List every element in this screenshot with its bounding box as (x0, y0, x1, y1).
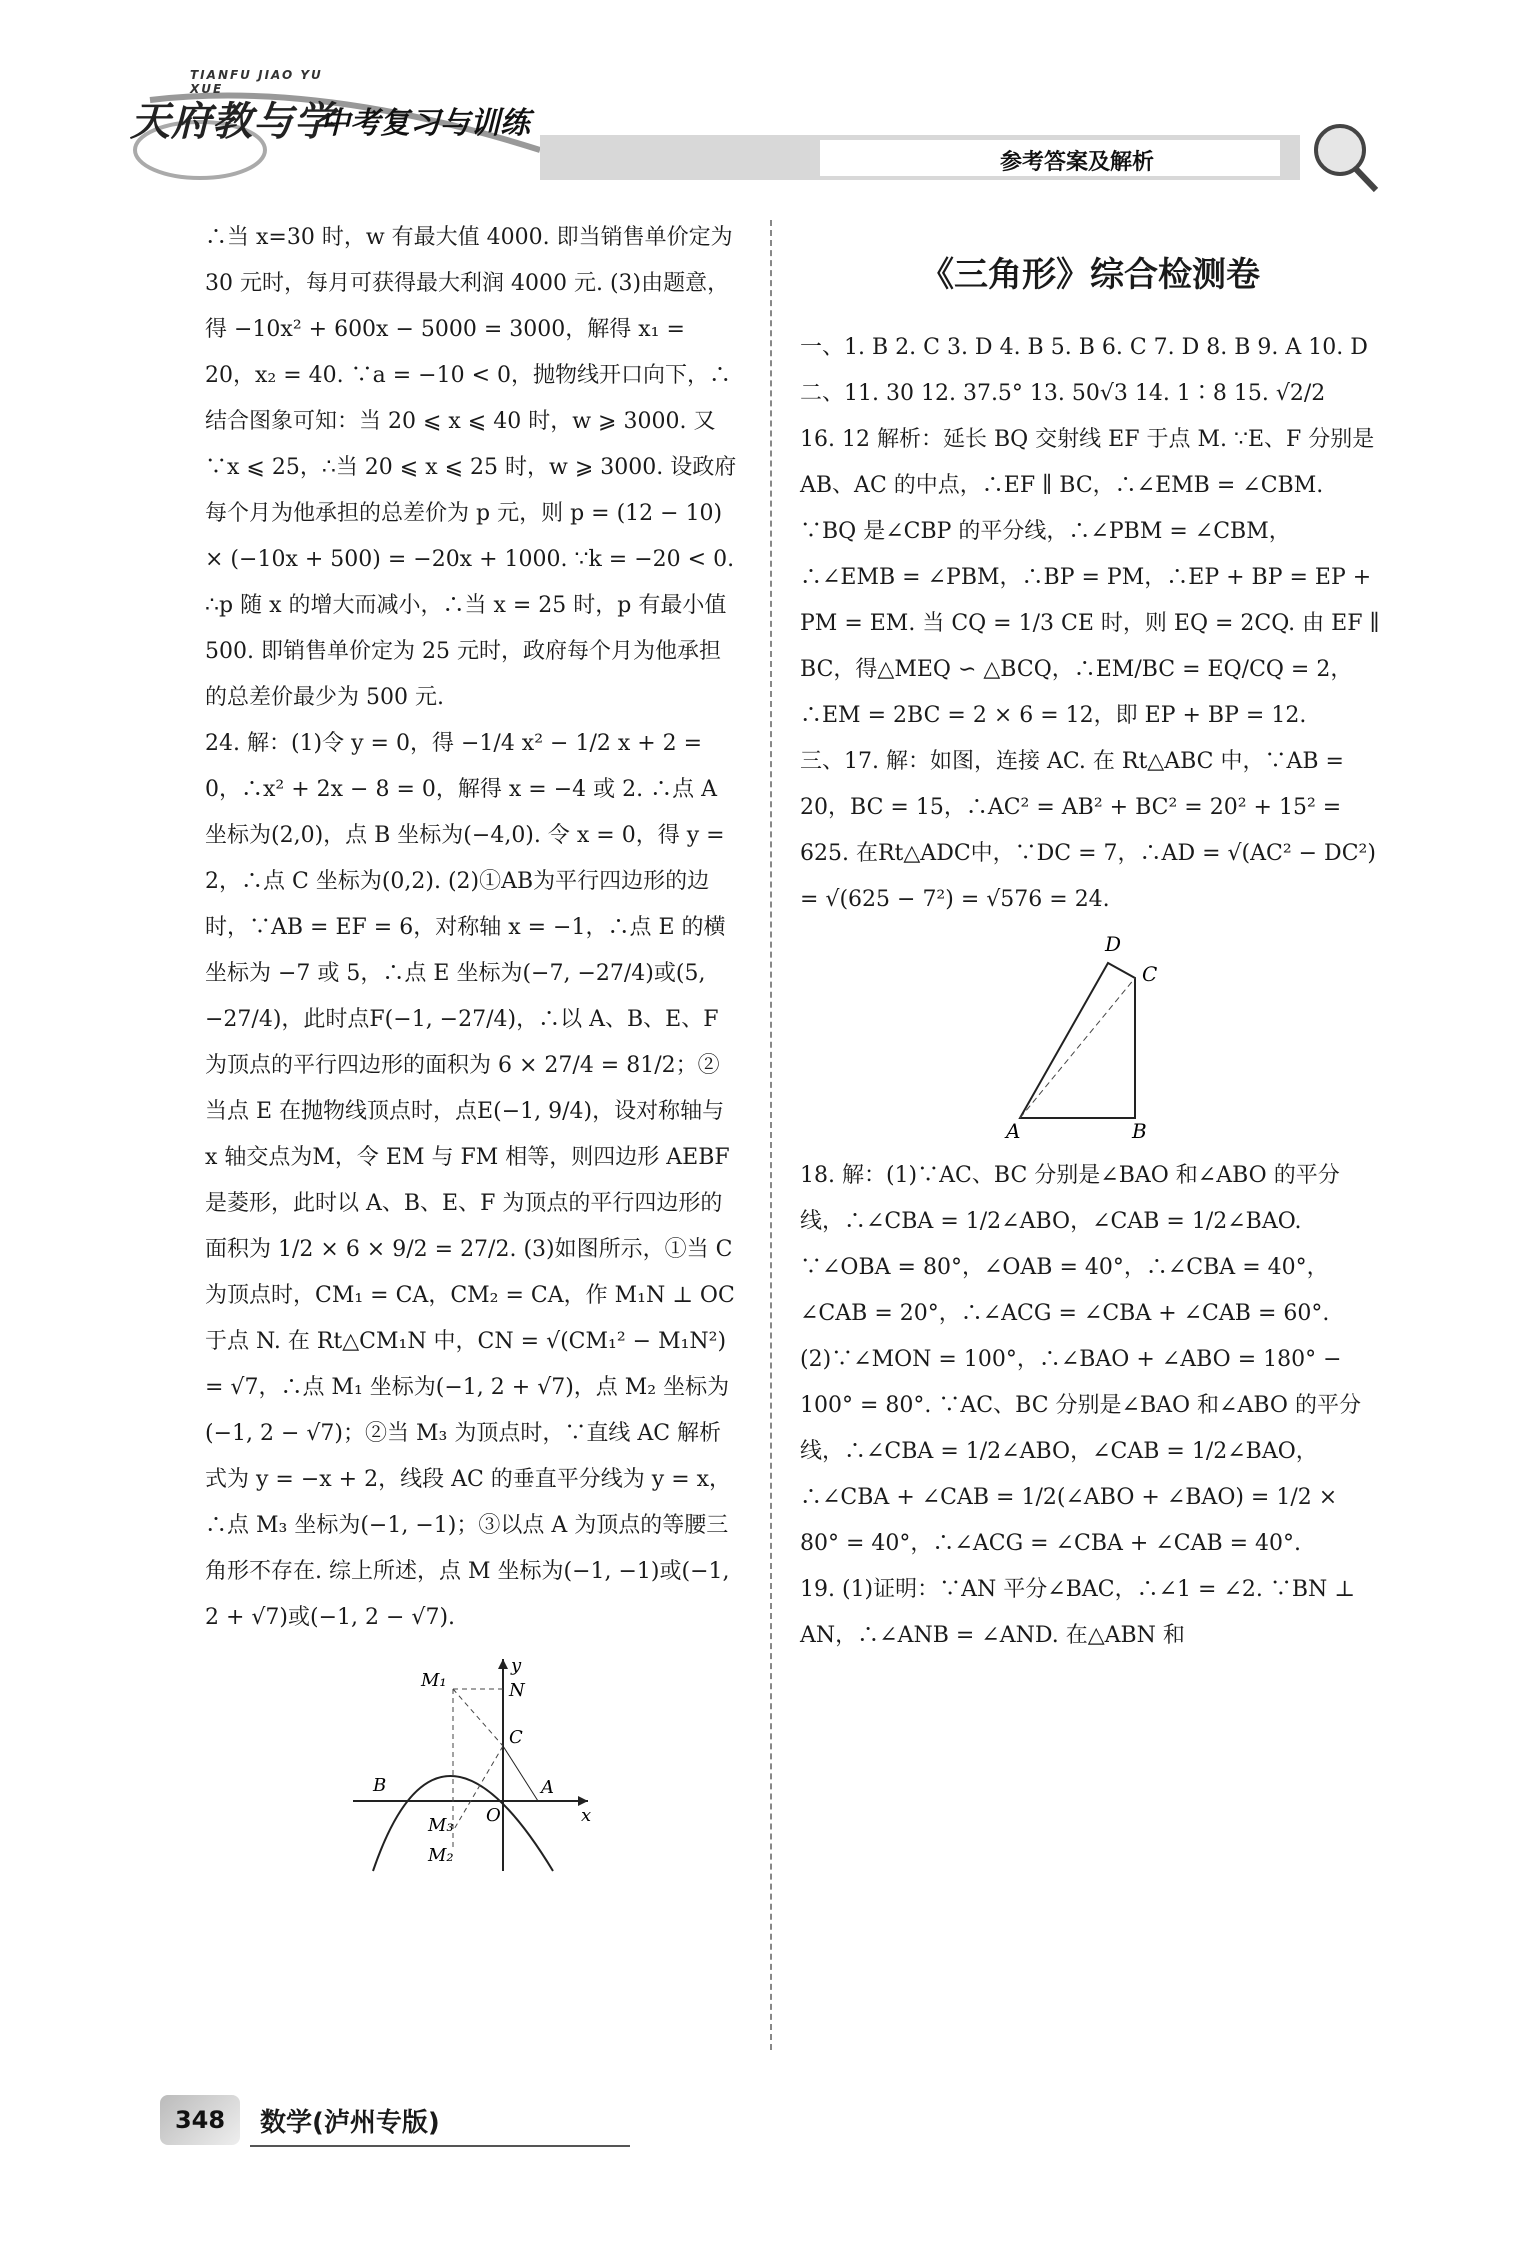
label-o: O (485, 1805, 501, 1826)
brand (130, 68, 530, 147)
label-m3: M₃ (427, 1815, 454, 1836)
label-c: C (1142, 962, 1158, 986)
label-c: C (508, 1727, 523, 1748)
column-divider (770, 220, 772, 2050)
part2-answers: 二、11. 30 12. 37.5° 13. 50√3 14. 1∶8 15. √2/2 (800, 381, 1326, 406)
quadrilateral-figure (1000, 933, 1180, 1143)
answer-17: 三、17. 解：如图，连接 AC. 在 Rt△ABC 中，∵AB = 20，BC = 15，∴AC² = AB² + BC² = 20² + 15² = 625. 在Rt△ADC中，∵DC = 7，∴AD = √(AC² − DC²) = √(625 − 7²) = √576 = 24. (800, 749, 1376, 912)
test-title: 《三角形》综合检测卷 (920, 255, 1260, 295)
series-title: 中考复习与训练 (320, 106, 530, 141)
answer-23-continued: ∴当 x=30 时，w 有最大值 4000. 即当销售单价定为 30 元时，每月可获得最大利润 4000 元. (3)由题意，得 −10x² + 600x − 5000 = 3000，解得 x₁ = 20，x₂ = 40. ∵a = −10 < 0，抛物线开口向下，∴结合图象可知：当 20 ⩽ x ⩽ 40 时，w ⩾ 3000. 又∵x ⩽ 25，∴当 20 ⩽ x ⩽ 25 时，w ⩾ 3000. 设政府每个月为他承担的总差价为 p 元，则 p = (12 − 10) × (−10x + 500) = −20x + 1000. ∵k = −20 < 0. ∴p 随 x 的增大而减小，∴当 x = 25 时，p 有最小值 500. 即销售单价定为 25 元时，政府每个月为他承担的总差价最少为 500 元. (205, 225, 737, 710)
page-number: 348 (160, 2095, 240, 2145)
label-m2: M₂ (427, 1845, 454, 1866)
answer-24: 24. 解：(1)令 y = 0，得 −1/4 x² − 1/2 x + 2 = 0，∴x² + 2x − 8 = 0，解得 x = −4 或 2. ∴点 A 坐标为(2,0)，点 B 坐标为(−4,0). 令 x = 0，得 y = 2，∴点 C 坐标为(0,2). (2)①AB为平行四边形的边时，∵AB = EF = 6，对称轴 x = −1，∴点 E 的横坐标为 −7 或 5，∴点 E 坐标为(−7, −27/4)或(5, −27/4)，此时点F(−1, −27/4)，∴以 A、B、E、F 为顶点的平行四边形的面积为 6 × 27/4 = 81/2；②当点 E 在抛物线顶点时，点E(−1, 9/4)，设对称轴与 x 轴交点为M，令 EM 与 FM 相等，则四边形 AEBF 是菱形，此时以 A、B、E、F 为顶点的平行四边形的面积为 1/2 × 6 × 9/2 = 27/2. (3)如图所示，①当 C 为顶点时，CM₁ = CA，CM₂ = CA，作 M₁N ⊥ OC 于点 N. 在 Rt△CM₁N 中，CN = √(CM₁² − M₁N²) = √7，∴点 M₁ 坐标为(−1, 2 + √7)，点 M₂ 坐标为(−1, 2 − √7)；②当 M₃ 为顶点时，∵直线 AC 解析式为 y = −x + 2，线段 AC 的垂直平分线为 y = x，∴点 M₃ 坐标为(−1, −1)；③以点 A 为顶点的等腰三角形不存在. 综上所述，点 M 坐标为(−1, −1)或(−1, 2 + √7)或(−1, 2 − √7). (205, 731, 735, 1630)
section-label: 参考答案及解析 (1000, 150, 1155, 175)
segment-ca (503, 1746, 538, 1801)
part1-answers: 一、1. B 2. C 3. D 4. B 5. B 6. C 7. D 8. B 9. A 10. D (800, 335, 1368, 360)
label-x: x (580, 1805, 591, 1826)
diagonal-ac (1020, 978, 1135, 1118)
answer-16: 16. 12 解析：延长 BQ 交射线 EF 于点 M. ∵E、F 分别是 AB、AC 的中点，∴EF ∥ BC，∴∠EMB = ∠CBM. ∵BQ 是∠CBP 的平分线，∴∠PBM = ∠CBM，∴∠EMB = ∠PBM，∴BP = PM，∴EP + BP = EP + PM = EM. 当 CQ = 1/3 CE 时，则 EQ = 2CQ. 由 EF ∥ BC，得△MEQ ∽ △BCQ，∴EM/BC = EQ/CQ = 2，∴EM = 2BC = 2 × 6 = 12，即 EP + BP = 12. (800, 427, 1380, 728)
parabola-figure (343, 1651, 603, 1881)
label-n: N (508, 1680, 525, 1701)
y-axis-arrow (498, 1659, 508, 1669)
answer-18: 18. 解：(1)∵AC、BC 分别是∠BAO 和∠ABO 的平分线，∴∠CBA = 1/2∠ABO，∠CAB = 1/2∠BAO. ∵∠OBA = 80°，∠OAB = 40°，∴∠CBA = 40°，∠CAB = 20°，∴∠ACG = ∠CBA + ∠CAB = 60°. (2)∵∠MON = 100°，∴∠BAO + ∠ABO = 180° − 100° = 80°. ∵AC、BC 分别是∠BAO 和∠ABO 的平分线，∴∠CBA = 1/2∠ABO，∠CAB = 1/2∠BAO，∴∠CBA + ∠CAB = 1/2(∠ABO + ∠BAO) = 1/2 × 80° = 40°，∴∠ACG = ∠CBA + ∠CAB = 40°. (800, 1163, 1361, 1556)
parabola-curve (373, 1776, 553, 1871)
segment-m1c (453, 1689, 503, 1746)
footer-line (250, 2145, 630, 2147)
label-a: A (540, 1777, 554, 1798)
quadrilateral-abcd (1020, 963, 1135, 1118)
page-header (0, 0, 1536, 200)
label-a: A (1006, 1119, 1021, 1143)
answer-19: 19. (1)证明：∵AN 平分∠BAC，∴∠1 = ∠2. ∵BN ⊥ AN，∴∠ANB = ∠AND. 在△ABN 和 (800, 1577, 1355, 1648)
label-d: D (1105, 933, 1122, 956)
right-column (800, 215, 1380, 1659)
label-b: B (1132, 1119, 1147, 1143)
label-y: y (510, 1655, 521, 1676)
left-column (205, 215, 740, 1891)
brand-pinyin: TIANFU JIAO YU XUE (190, 68, 323, 96)
label-b: B (372, 1775, 386, 1796)
page-footer (160, 2090, 760, 2150)
brand-logo: 天府教与学 (130, 99, 335, 145)
label-m1: M₁ (420, 1670, 447, 1691)
footer-title: 数学(泸州专版) (260, 2108, 440, 2138)
